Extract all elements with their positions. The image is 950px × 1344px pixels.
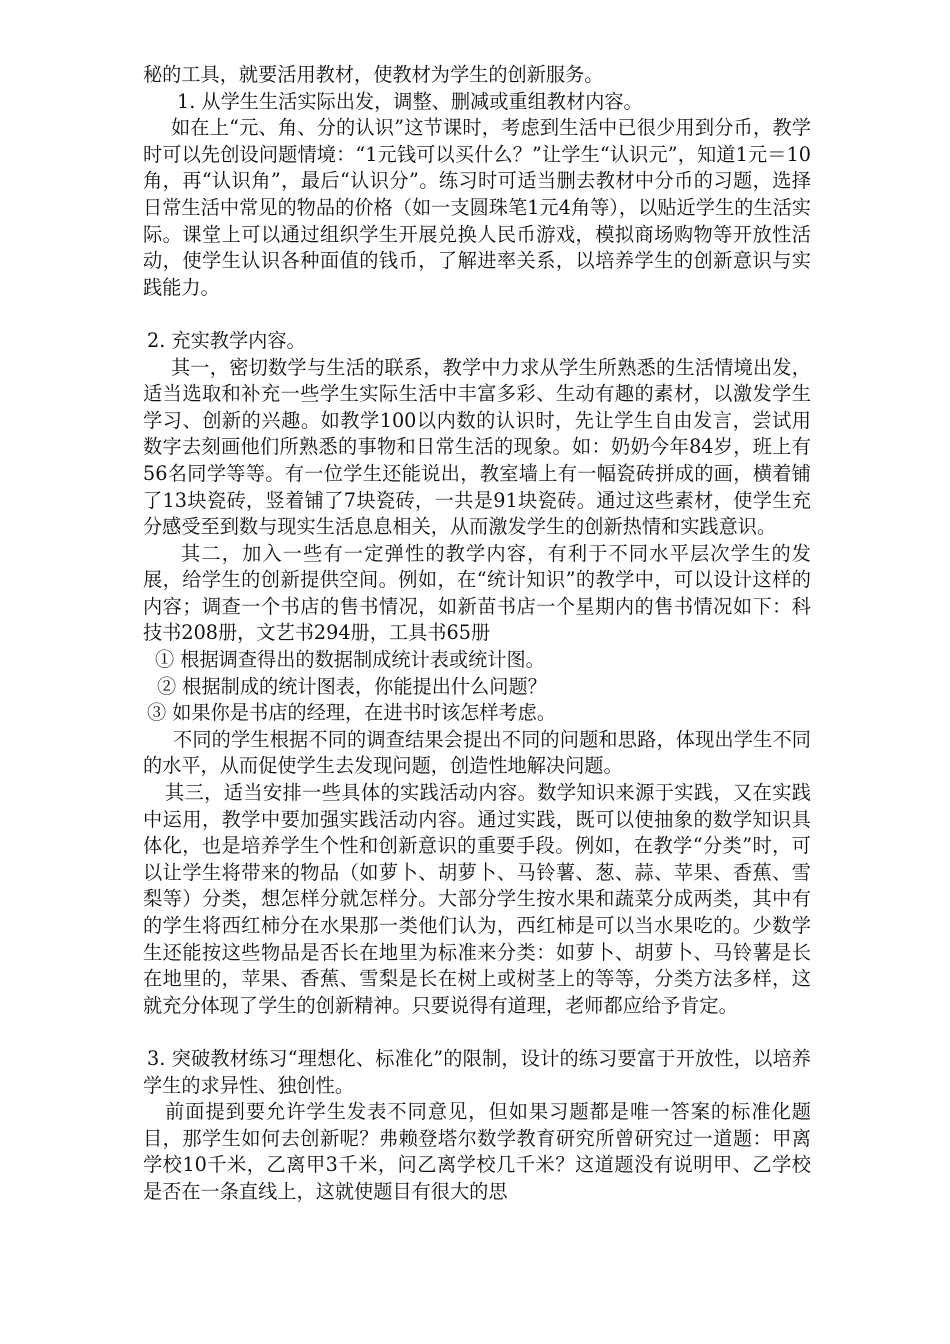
- heading-point-3: 3. 突破教材练习“理想化、标准化”的限制，设计的练习要富于开放性，以培养学生的求异性、独创性。: [143, 1046, 811, 1097]
- heading-point-2: 2. 充实教学内容。: [147, 328, 306, 352]
- paragraph-gap: [143, 1019, 811, 1046]
- paragraph-yuan-jiao-fen: 如在上“元、角、分的认识”这节课时，考虑到生活中已很少用到分币，教学时可以先创设问题情境：“1元钱可以买什么？”让学生“认识元”，知道1元＝10角，再“认识角”，最后“认识分”。练习时可适当删去教材中分币的习题，选择日常生活中常见的物品的价格（如一支圆珠笔1元4角等），以贴近学生的生活实际。课堂上可以通过组织学生开展兑换人民币游戏，模拟商场购物等开放性活动，使学生认识各种面值的钱币，了解进率关系，以培养学生的创新意识与实践能力。: [143, 116, 811, 299]
- heading-point-1: 1. 从学生生活实际出发，调整、删减或重组教材内容。: [177, 89, 643, 113]
- paragraph-gap: [143, 301, 811, 328]
- document-page: [143, 62, 811, 1206]
- paragraph-intro-end: 秘的工具，就要活用教材，使教材为学生的创新服务。: [143, 63, 604, 86]
- paragraph-open-exercises: 前面提到要允许学生发表不同意见，但如果习题都是唯一答案的标准化题目，那学生如何去创新呢？弗赖登塔尔数学教育研究所曾研究过一道题：甲离学校10千米，乙离甲3千米，问乙离学校几千米？这道题没有说明甲、乙学校是否在一条直线上，这就使题目有很大的思: [143, 1100, 811, 1203]
- paragraph-second-flexible-content: 其二，加入一些有一定弹性的教学内容，有利于不同水平层次学生的发展，给学生的创新提供空间。例如，在“统计知识”的教学中，可以设计这样的内容；调查一个书店的售书情况，如新苗书店一个星期内的售书情况如下：科技书208册，文艺书294册，工具书65册: [143, 541, 811, 645]
- list-item-2: ② 根据制成的统计图表，你能提出什么问题？: [157, 674, 547, 698]
- paragraph-different-students: 不同的学生根据不同的调查结果会提出不同的问题和思路，体现出学生不同的水平，从而促使学生去发现问题，创造性地解决问题。: [143, 727, 811, 778]
- paragraph-third-practice: 其三，适当安排一些具体的实践活动内容。数学知识来源于实践，又在实践中运用，教学中要加强实践活动内容。通过实践，既可以使抽象的数学知识具体化，也是培养学生个性和创新意识的重要手段。例如，在教学“分类”时，可以让学生将带来的物品（如萝卜、胡萝卜、马铃薯、葱、蒜、苹果、香蕉、雪梨等）分类，想怎样分就怎样分。大部分学生按水果和蔬菜分成两类，其中有的学生将西红柿分在水果那一类他们认为，西红柿是可以当水果吃的。少数学生还能按这些物品是否长在地里为标准来分类：如萝卜、胡萝卜、马铃薯是长在地里的，苹果、香蕉、雪梨是长在树上或树茎上的等等，分类方法多样，这就充分体现了学生的创新精神。只要说得有道理，老师都应给予肯定。: [143, 781, 811, 1017]
- list-item-1: ① 根据调查得出的数据制成统计表或统计图。: [155, 648, 545, 672]
- list-item-3: ③ 如果你是书店的经理，在进书时该怎样考虑。: [147, 701, 557, 725]
- paragraph-first-life-connection: 其一，密切数学与生活的联系，教学中力求从学生所熟悉的生活情境出发，适当选取和补充一些学生实际生活中丰富多彩、生动有趣的素材，以激发学生学习、创新的兴趣。如教学100以内数的认识时，先让学生自由发言，尝试用数字去刻画他们所熟悉的事物和日常生活的现象。如：奶奶今年84岁，班上有56名同学等等。有一位学生还能说出，教室墙上有一幅瓷砖拼成的画，横着铺了13块瓷砖，竖着铺了7块瓷砖，一共是91块瓷砖。通过这些素材，使学生充分感受至到数与现实生活息息相关，从而激发学生的创新热情和实践意识。: [143, 355, 811, 539]
